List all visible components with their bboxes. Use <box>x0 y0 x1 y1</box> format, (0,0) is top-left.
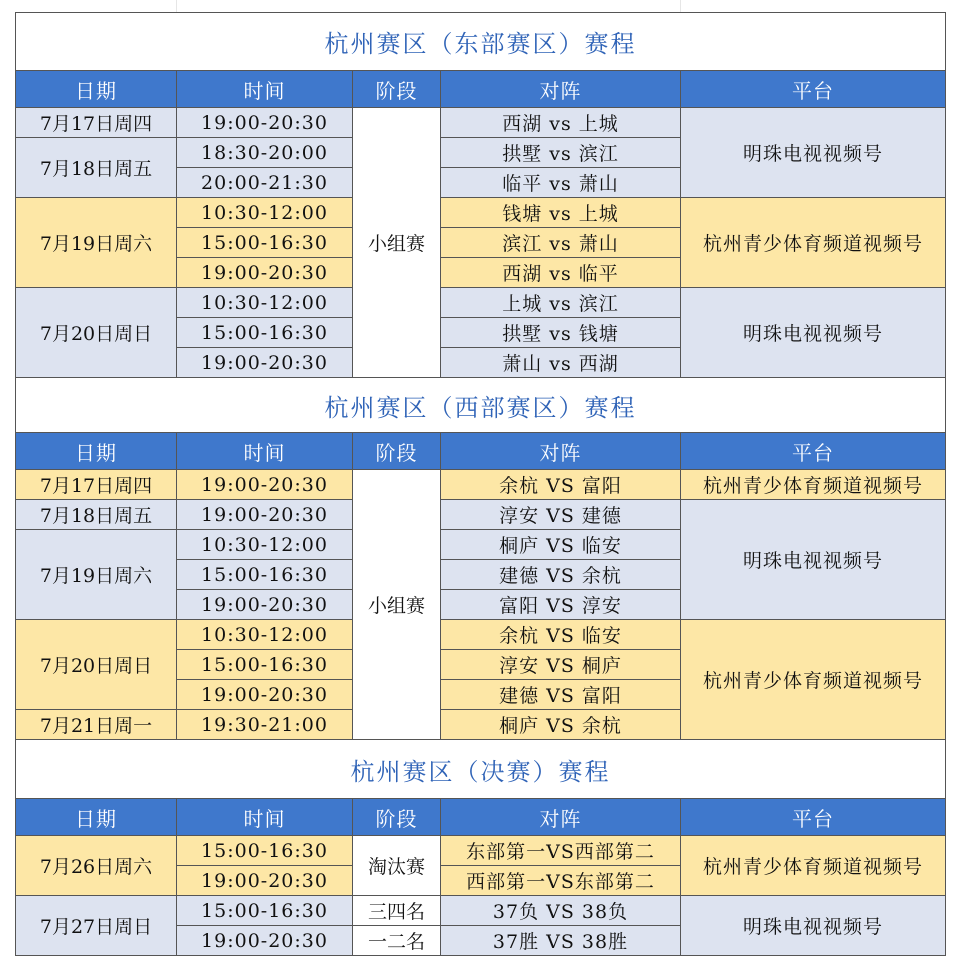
stage-cell: 淘汰赛 <box>353 836 441 896</box>
matchup-cell: 上城 vs 滨江 <box>441 288 681 318</box>
match-row <box>16 896 946 926</box>
matchup-cell: 滨江 vs 萧山 <box>441 228 681 258</box>
matchup-cell: 西部第一VS东部第二 <box>441 866 681 896</box>
date-cell: 7月26日周六 <box>16 836 177 896</box>
column-header: 对阵 <box>441 71 681 108</box>
matchup-cell: 桐庐 VS 临安 <box>441 530 681 560</box>
platform-cell: 杭州青少体育频道视频号 <box>681 836 946 896</box>
column-header: 对阵 <box>441 799 681 836</box>
column-header-row <box>16 71 946 108</box>
time-cell: 19:00-20:30 <box>177 500 353 530</box>
date-cell: 7月17日周四 <box>16 470 177 500</box>
matchup-cell: 萧山 vs 西湖 <box>441 348 681 378</box>
time-cell: 10:30-12:00 <box>177 198 353 228</box>
matchup-cell: 钱塘 vs 上城 <box>441 198 681 228</box>
match-row <box>16 288 946 318</box>
column-header: 对阵 <box>441 433 681 470</box>
date-cell: 7月18日周五 <box>16 500 177 530</box>
matchup-cell: 拱墅 vs 滨江 <box>441 138 681 168</box>
column-header-row <box>16 799 946 836</box>
match-row <box>16 470 946 500</box>
section-title-row <box>16 740 946 799</box>
time-cell: 19:00-20:30 <box>177 470 353 500</box>
matchup-cell: 37负 VS 38负 <box>441 896 681 926</box>
time-cell: 10:30-12:00 <box>177 530 353 560</box>
matchup-cell: 桐庐 VS 余杭 <box>441 710 681 740</box>
stage-cell: 三四名 <box>353 896 441 926</box>
time-cell: 19:00-20:30 <box>177 866 353 896</box>
time-cell: 19:00-20:30 <box>177 926 353 956</box>
match-row <box>16 198 946 228</box>
platform-cell: 明珠电视视频号 <box>681 288 946 378</box>
matchup-cell: 富阳 VS 淳安 <box>441 590 681 620</box>
column-header: 阶段 <box>353 799 441 836</box>
section-title: 杭州赛区（决赛）赛程 <box>16 740 946 799</box>
match-row <box>16 620 946 650</box>
platform-cell: 明珠电视视频号 <box>681 896 946 956</box>
matchup-cell: 东部第一VS西部第二 <box>441 836 681 866</box>
column-header: 平台 <box>681 71 946 108</box>
column-header: 时间 <box>177 799 353 836</box>
column-header: 平台 <box>681 799 946 836</box>
matchup-cell: 建德 VS 富阳 <box>441 680 681 710</box>
column-header-row <box>16 433 946 470</box>
matchup-cell: 淳安 VS 桐庐 <box>441 650 681 680</box>
time-cell: 15:00-16:30 <box>177 896 353 926</box>
date-cell: 7月17日周四 <box>16 108 177 138</box>
stage-cell: 小组赛 <box>353 470 441 740</box>
date-cell: 7月20日周日 <box>16 620 177 710</box>
time-cell: 15:00-16:30 <box>177 560 353 590</box>
date-cell: 7月27日周日 <box>16 896 177 956</box>
column-header: 日期 <box>16 71 177 108</box>
column-header: 日期 <box>16 433 177 470</box>
time-cell: 19:30-21:00 <box>177 710 353 740</box>
column-header: 时间 <box>177 433 353 470</box>
time-cell: 15:00-16:30 <box>177 650 353 680</box>
date-cell: 7月20日周日 <box>16 288 177 378</box>
match-row <box>16 836 946 866</box>
date-cell: 7月18日周五 <box>16 138 177 198</box>
time-cell: 19:00-20:30 <box>177 348 353 378</box>
matchup-cell: 拱墅 vs 钱塘 <box>441 318 681 348</box>
time-cell: 19:00-20:30 <box>177 258 353 288</box>
column-header: 日期 <box>16 799 177 836</box>
time-cell: 10:30-12:00 <box>177 288 353 318</box>
platform-cell: 明珠电视视频号 <box>681 500 946 620</box>
match-row <box>16 500 946 530</box>
platform-cell: 杭州青少体育频道视频号 <box>681 470 946 500</box>
matchup-cell: 淳安 VS 建德 <box>441 500 681 530</box>
matchup-cell: 余杭 VS 临安 <box>441 620 681 650</box>
column-header: 阶段 <box>353 433 441 470</box>
matchup-cell: 临平 vs 萧山 <box>441 168 681 198</box>
section-title: 杭州赛区（东部赛区）赛程 <box>16 13 946 71</box>
stage-cell: 一二名 <box>353 926 441 956</box>
date-cell: 7月19日周六 <box>16 530 177 620</box>
time-cell: 18:30-20:00 <box>177 138 353 168</box>
section-title-row <box>16 13 946 71</box>
match-row <box>16 108 946 138</box>
time-cell: 20:00-21:30 <box>177 168 353 198</box>
matchup-cell: 西湖 vs 临平 <box>441 258 681 288</box>
column-header: 平台 <box>681 433 946 470</box>
matchup-cell: 建德 VS 余杭 <box>441 560 681 590</box>
time-cell: 19:00-20:30 <box>177 680 353 710</box>
column-header: 阶段 <box>353 71 441 108</box>
platform-cell: 杭州青少体育频道视频号 <box>681 198 946 288</box>
matchup-cell: 37胜 VS 38胜 <box>441 926 681 956</box>
date-cell: 7月19日周六 <box>16 198 177 288</box>
date-cell: 7月21日周一 <box>16 710 177 740</box>
matchup-cell: 西湖 vs 上城 <box>441 108 681 138</box>
time-cell: 15:00-16:30 <box>177 836 353 866</box>
matchup-cell: 余杭 VS 富阳 <box>441 470 681 500</box>
time-cell: 19:00-20:30 <box>177 108 353 138</box>
section-title-row <box>16 378 946 433</box>
section-title: 杭州赛区（西部赛区）赛程 <box>16 378 946 433</box>
time-cell: 19:00-20:30 <box>177 590 353 620</box>
stage-cell: 小组赛 <box>353 108 441 378</box>
platform-cell: 杭州青少体育频道视频号 <box>681 620 946 740</box>
top-strip <box>0 0 960 12</box>
platform-cell: 明珠电视视频号 <box>681 108 946 198</box>
schedule-table <box>15 12 946 956</box>
time-cell: 10:30-12:00 <box>177 620 353 650</box>
time-cell: 15:00-16:30 <box>177 318 353 348</box>
column-header: 时间 <box>177 71 353 108</box>
time-cell: 15:00-16:30 <box>177 228 353 258</box>
